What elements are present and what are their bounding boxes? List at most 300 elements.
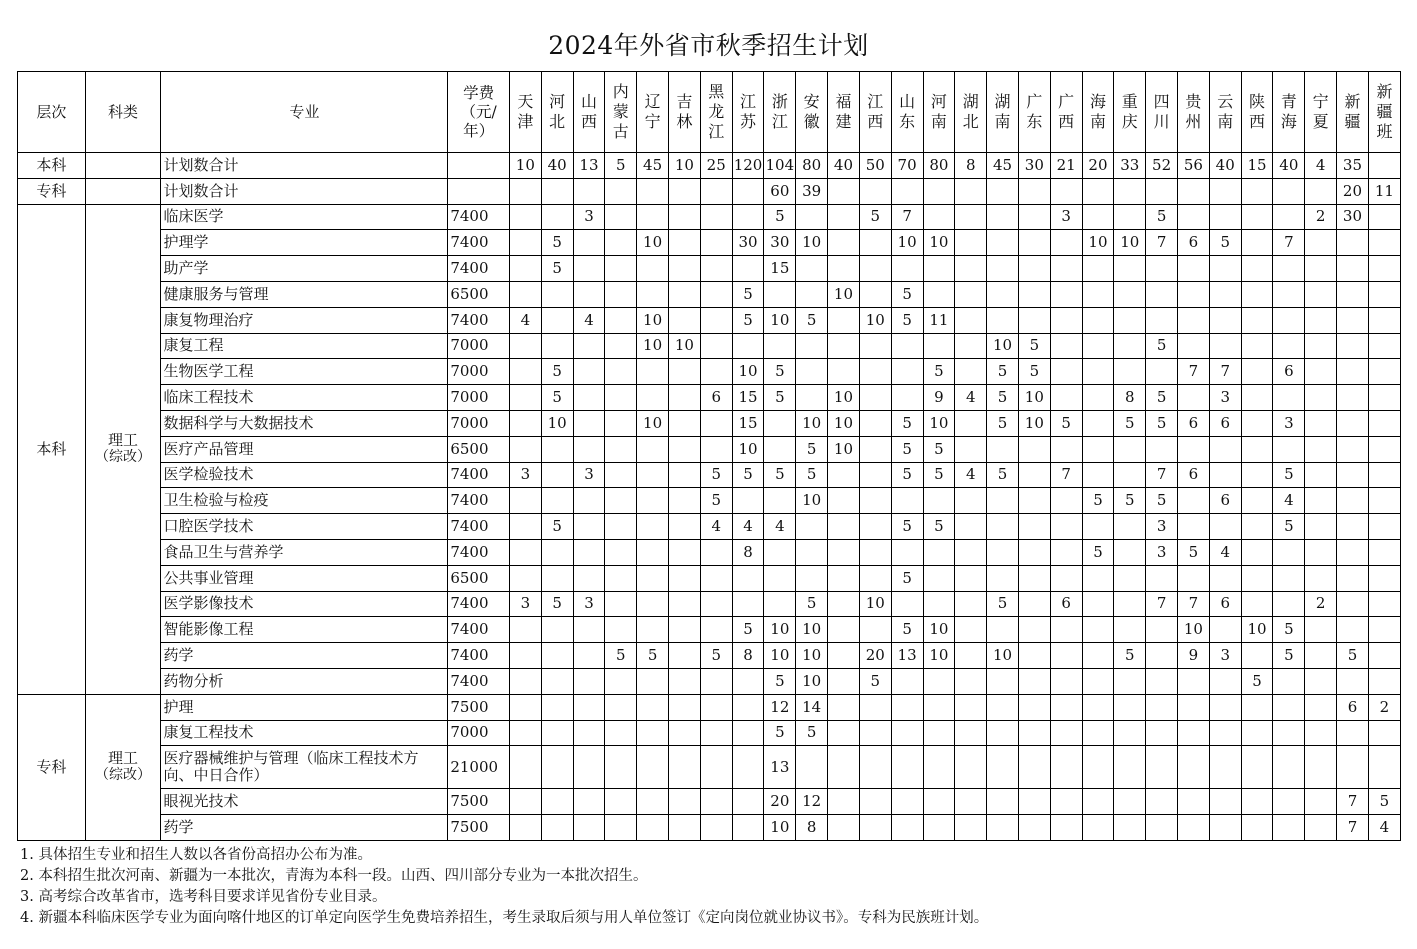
count-cell <box>669 256 701 282</box>
count-cell <box>1273 256 1305 282</box>
count-cell <box>859 565 891 591</box>
count-cell <box>1305 410 1337 436</box>
count-cell <box>955 591 987 617</box>
count-cell <box>605 256 637 282</box>
major-cell: 药物分析 <box>161 668 448 694</box>
count-cell: 11 <box>1368 178 1400 204</box>
count-cell: 45 <box>637 153 669 179</box>
header-province: 河北 <box>541 72 573 153</box>
count-cell <box>1082 815 1114 841</box>
count-cell <box>669 565 701 591</box>
count-cell <box>1018 230 1050 256</box>
count-cell: 5 <box>1018 333 1050 359</box>
count-cell <box>509 668 541 694</box>
count-cell <box>828 694 860 720</box>
count-cell <box>828 514 860 540</box>
count-cell <box>732 789 764 815</box>
count-cell <box>732 815 764 841</box>
count-cell: 5 <box>732 307 764 333</box>
count-cell <box>541 720 573 746</box>
count-cell <box>1368 204 1400 230</box>
count-cell: 10 <box>796 410 828 436</box>
count-cell <box>669 436 701 462</box>
count-cell <box>1209 514 1241 540</box>
table-row <box>18 815 1401 841</box>
count-cell <box>1178 333 1210 359</box>
count-cell <box>669 462 701 488</box>
count-cell <box>509 178 541 204</box>
count-cell <box>637 462 669 488</box>
header-province: 四川 <box>1146 72 1178 153</box>
count-cell <box>573 746 605 789</box>
count-cell <box>955 307 987 333</box>
count-cell <box>605 789 637 815</box>
count-cell <box>891 333 923 359</box>
count-cell <box>923 668 955 694</box>
count-cell <box>605 539 637 565</box>
count-cell: 7 <box>1146 591 1178 617</box>
count-cell <box>1368 230 1400 256</box>
count-cell <box>541 746 573 789</box>
count-cell <box>669 643 701 669</box>
count-cell <box>1368 746 1400 789</box>
count-cell: 10 <box>764 307 796 333</box>
count-cell <box>796 746 828 789</box>
major-cell: 康复工程 <box>161 333 448 359</box>
count-cell <box>573 720 605 746</box>
count-cell <box>859 333 891 359</box>
count-cell <box>1050 256 1082 282</box>
count-cell: 5 <box>987 462 1019 488</box>
count-cell <box>828 720 860 746</box>
count-cell: 80 <box>923 153 955 179</box>
fee-cell: 7400 <box>448 230 510 256</box>
table-row <box>18 565 1401 591</box>
count-cell <box>1114 256 1146 282</box>
count-cell: 10 <box>796 617 828 643</box>
count-cell <box>1114 436 1146 462</box>
major-cell: 临床医学 <box>161 204 448 230</box>
count-cell <box>573 256 605 282</box>
count-cell <box>573 565 605 591</box>
count-cell <box>1114 514 1146 540</box>
count-cell <box>1337 385 1369 411</box>
header-province: 广东 <box>1018 72 1050 153</box>
count-cell <box>1018 488 1050 514</box>
count-cell <box>955 643 987 669</box>
count-cell: 7 <box>1209 359 1241 385</box>
count-cell <box>987 230 1019 256</box>
header-fee: 学费（元/年） <box>448 72 510 153</box>
major-cell: 医疗器械维护与管理（临床工程技术方向、中日合作） <box>161 746 448 789</box>
count-cell <box>955 746 987 789</box>
header-province: 宁夏 <box>1305 72 1337 153</box>
count-cell <box>828 617 860 643</box>
level-cell: 本科 <box>18 153 86 179</box>
count-cell <box>637 385 669 411</box>
count-cell <box>1273 333 1305 359</box>
count-cell <box>1305 694 1337 720</box>
count-cell <box>987 694 1019 720</box>
count-cell <box>1305 720 1337 746</box>
count-cell <box>987 256 1019 282</box>
footnote: 3. 高考综合改革省市，选考科目要求详见省份专业目录。 <box>20 889 387 905</box>
count-cell: 3 <box>1050 204 1082 230</box>
count-cell <box>955 359 987 385</box>
count-cell: 7 <box>1337 815 1369 841</box>
count-cell <box>1050 281 1082 307</box>
count-cell <box>1368 256 1400 282</box>
count-cell: 5 <box>764 359 796 385</box>
count-cell: 20 <box>859 643 891 669</box>
count-cell <box>955 565 987 591</box>
count-cell <box>605 462 637 488</box>
count-cell <box>1018 617 1050 643</box>
count-cell: 13 <box>764 746 796 789</box>
count-cell: 8 <box>732 643 764 669</box>
header-province: 贵州 <box>1178 72 1210 153</box>
count-cell <box>764 488 796 514</box>
count-cell <box>1082 359 1114 385</box>
count-cell: 5 <box>541 230 573 256</box>
count-cell <box>987 539 1019 565</box>
count-cell <box>669 789 701 815</box>
header-province: 江西 <box>859 72 891 153</box>
count-cell <box>955 410 987 436</box>
count-cell <box>1305 539 1337 565</box>
count-cell <box>923 694 955 720</box>
count-cell <box>1082 256 1114 282</box>
count-cell <box>1368 668 1400 694</box>
table-row <box>18 385 1401 411</box>
table-row <box>18 746 1401 789</box>
major-cell: 药学 <box>161 815 448 841</box>
count-cell: 56 <box>1178 153 1210 179</box>
count-cell <box>828 815 860 841</box>
count-cell: 10 <box>1114 230 1146 256</box>
count-cell <box>573 815 605 841</box>
count-cell <box>1178 746 1210 789</box>
count-cell: 4 <box>573 307 605 333</box>
count-cell <box>987 668 1019 694</box>
header-province: 安徽 <box>796 72 828 153</box>
count-cell: 7 <box>1146 462 1178 488</box>
count-cell: 10 <box>796 488 828 514</box>
footnote: 1. 具体招生专业和招生人数以各省份高招办公布为准。 <box>20 847 372 863</box>
count-cell <box>1209 333 1241 359</box>
fee-cell: 21000 <box>448 746 510 789</box>
major-cell: 口腔医学技术 <box>161 514 448 540</box>
count-cell: 11 <box>923 307 955 333</box>
count-cell <box>509 359 541 385</box>
count-cell <box>509 720 541 746</box>
count-cell: 5 <box>605 643 637 669</box>
count-cell <box>509 385 541 411</box>
count-cell: 10 <box>637 307 669 333</box>
count-cell <box>605 694 637 720</box>
count-cell <box>1050 789 1082 815</box>
count-cell <box>1082 617 1114 643</box>
count-cell <box>764 333 796 359</box>
count-cell: 15 <box>1241 153 1273 179</box>
fee-cell: 7500 <box>448 789 510 815</box>
category-cell: 理工 （综改） <box>85 694 161 840</box>
count-cell <box>1241 462 1273 488</box>
count-cell: 12 <box>796 789 828 815</box>
major-cell: 智能影像工程 <box>161 617 448 643</box>
count-cell <box>828 333 860 359</box>
count-cell: 3 <box>573 591 605 617</box>
count-cell <box>955 720 987 746</box>
count-cell <box>891 539 923 565</box>
count-cell: 30 <box>1337 204 1369 230</box>
count-cell: 5 <box>1368 789 1400 815</box>
count-cell <box>1241 488 1273 514</box>
count-cell: 10 <box>828 410 860 436</box>
count-cell <box>1114 539 1146 565</box>
header-level: 层次 <box>18 72 86 153</box>
count-cell <box>1337 539 1369 565</box>
count-cell <box>1337 488 1369 514</box>
header-province: 新疆班 <box>1368 72 1400 153</box>
count-cell: 10 <box>796 668 828 694</box>
count-cell <box>1209 720 1241 746</box>
count-cell <box>1082 307 1114 333</box>
count-cell <box>1082 789 1114 815</box>
count-cell <box>541 281 573 307</box>
count-cell <box>1305 436 1337 462</box>
count-cell <box>732 694 764 720</box>
count-cell <box>1273 204 1305 230</box>
count-cell <box>541 694 573 720</box>
count-cell <box>828 488 860 514</box>
table-row <box>18 617 1401 643</box>
count-cell <box>605 230 637 256</box>
count-cell: 7 <box>1273 230 1305 256</box>
count-cell <box>796 565 828 591</box>
count-cell <box>1305 565 1337 591</box>
count-cell <box>1209 281 1241 307</box>
count-cell <box>605 359 637 385</box>
count-cell <box>1178 720 1210 746</box>
count-cell: 5 <box>923 359 955 385</box>
count-cell <box>509 539 541 565</box>
count-cell <box>1209 617 1241 643</box>
count-cell <box>891 668 923 694</box>
count-cell: 33 <box>1114 153 1146 179</box>
count-cell <box>605 565 637 591</box>
table-row <box>18 643 1401 669</box>
count-cell <box>1146 643 1178 669</box>
count-cell: 5 <box>541 514 573 540</box>
count-cell: 10 <box>732 359 764 385</box>
count-cell <box>923 746 955 789</box>
count-cell <box>573 385 605 411</box>
table-row <box>18 359 1401 385</box>
count-cell <box>1018 514 1050 540</box>
count-cell: 10 <box>732 436 764 462</box>
count-cell: 4 <box>1368 815 1400 841</box>
header-province: 吉林 <box>669 72 701 153</box>
count-cell: 5 <box>891 307 923 333</box>
count-cell <box>1337 514 1369 540</box>
header-major: 专业 <box>161 72 448 153</box>
count-cell: 15 <box>764 256 796 282</box>
count-cell <box>828 178 860 204</box>
major-cell: 健康服务与管理 <box>161 281 448 307</box>
count-cell: 5 <box>987 591 1019 617</box>
count-cell: 4 <box>1273 488 1305 514</box>
table-row <box>18 668 1401 694</box>
count-cell <box>700 359 732 385</box>
major-cell: 护理学 <box>161 230 448 256</box>
count-cell <box>1018 694 1050 720</box>
count-cell <box>700 281 732 307</box>
count-cell <box>573 668 605 694</box>
count-cell: 10 <box>669 153 701 179</box>
count-cell <box>637 746 669 789</box>
count-cell <box>1209 746 1241 789</box>
fee-cell: 7400 <box>448 539 510 565</box>
count-cell <box>509 281 541 307</box>
count-cell <box>1082 281 1114 307</box>
count-cell: 5 <box>1146 410 1178 436</box>
count-cell: 5 <box>637 643 669 669</box>
count-cell <box>1082 643 1114 669</box>
count-cell <box>1146 789 1178 815</box>
count-cell <box>700 256 732 282</box>
count-cell <box>1146 617 1178 643</box>
count-cell <box>541 668 573 694</box>
count-cell: 10 <box>987 643 1019 669</box>
count-cell <box>1178 789 1210 815</box>
count-cell <box>859 789 891 815</box>
count-cell <box>1337 668 1369 694</box>
count-cell <box>700 307 732 333</box>
count-cell: 60 <box>764 178 796 204</box>
count-cell: 30 <box>732 230 764 256</box>
count-cell <box>1082 565 1114 591</box>
level-cell: 专科 <box>18 694 86 840</box>
count-cell <box>573 617 605 643</box>
count-cell: 5 <box>1337 643 1369 669</box>
count-cell <box>923 591 955 617</box>
count-cell <box>828 462 860 488</box>
count-cell <box>700 617 732 643</box>
count-cell: 10 <box>637 333 669 359</box>
count-cell <box>1305 668 1337 694</box>
count-cell <box>700 410 732 436</box>
count-cell: 25 <box>700 153 732 179</box>
count-cell: 7 <box>1146 230 1178 256</box>
major-cell: 助产学 <box>161 256 448 282</box>
count-cell <box>1305 333 1337 359</box>
count-cell <box>1018 668 1050 694</box>
count-cell <box>1368 359 1400 385</box>
count-cell: 13 <box>891 643 923 669</box>
count-cell <box>1337 230 1369 256</box>
count-cell: 10 <box>509 153 541 179</box>
count-cell <box>955 204 987 230</box>
count-cell: 7 <box>1178 359 1210 385</box>
count-cell: 5 <box>732 281 764 307</box>
count-cell: 4 <box>764 514 796 540</box>
count-cell <box>669 514 701 540</box>
count-cell: 6 <box>1337 694 1369 720</box>
count-cell <box>732 746 764 789</box>
count-cell <box>1050 643 1082 669</box>
category-cell <box>85 178 161 204</box>
count-cell: 5 <box>987 385 1019 411</box>
count-cell <box>1241 789 1273 815</box>
count-cell <box>573 230 605 256</box>
count-cell <box>1273 281 1305 307</box>
count-cell <box>605 178 637 204</box>
count-cell <box>637 565 669 591</box>
header-province: 云南 <box>1209 72 1241 153</box>
count-cell: 20 <box>764 789 796 815</box>
count-cell <box>1178 307 1210 333</box>
table-row <box>18 591 1401 617</box>
count-cell: 5 <box>541 256 573 282</box>
count-cell: 5 <box>1273 617 1305 643</box>
table-row <box>18 694 1401 720</box>
count-cell <box>796 281 828 307</box>
count-cell: 40 <box>828 153 860 179</box>
count-cell <box>891 488 923 514</box>
header-province: 内蒙古 <box>605 72 637 153</box>
count-cell: 10 <box>891 230 923 256</box>
count-cell: 20 <box>1337 178 1369 204</box>
count-cell <box>1146 307 1178 333</box>
count-cell: 5 <box>923 436 955 462</box>
count-cell: 6 <box>1178 230 1210 256</box>
count-cell <box>1241 694 1273 720</box>
count-cell <box>700 668 732 694</box>
count-cell: 8 <box>1114 385 1146 411</box>
count-cell <box>732 591 764 617</box>
count-cell: 5 <box>1082 539 1114 565</box>
count-cell <box>669 746 701 789</box>
count-cell <box>955 539 987 565</box>
count-cell: 5 <box>541 385 573 411</box>
count-cell <box>509 789 541 815</box>
count-cell: 5 <box>732 462 764 488</box>
count-cell: 2 <box>1305 204 1337 230</box>
count-cell <box>859 281 891 307</box>
count-cell <box>764 410 796 436</box>
count-cell <box>1018 643 1050 669</box>
count-cell <box>1241 436 1273 462</box>
count-cell <box>541 617 573 643</box>
table-row <box>18 539 1401 565</box>
count-cell <box>637 694 669 720</box>
count-cell <box>1209 178 1241 204</box>
count-cell: 35 <box>1337 153 1369 179</box>
table-row <box>18 204 1401 230</box>
count-cell <box>1050 668 1082 694</box>
count-cell <box>796 385 828 411</box>
count-cell: 3 <box>509 591 541 617</box>
header-province: 山东 <box>891 72 923 153</box>
count-cell <box>859 694 891 720</box>
count-cell <box>859 230 891 256</box>
count-cell <box>1209 436 1241 462</box>
count-cell: 5 <box>891 617 923 643</box>
count-cell <box>955 230 987 256</box>
count-cell <box>1337 436 1369 462</box>
count-cell <box>573 488 605 514</box>
